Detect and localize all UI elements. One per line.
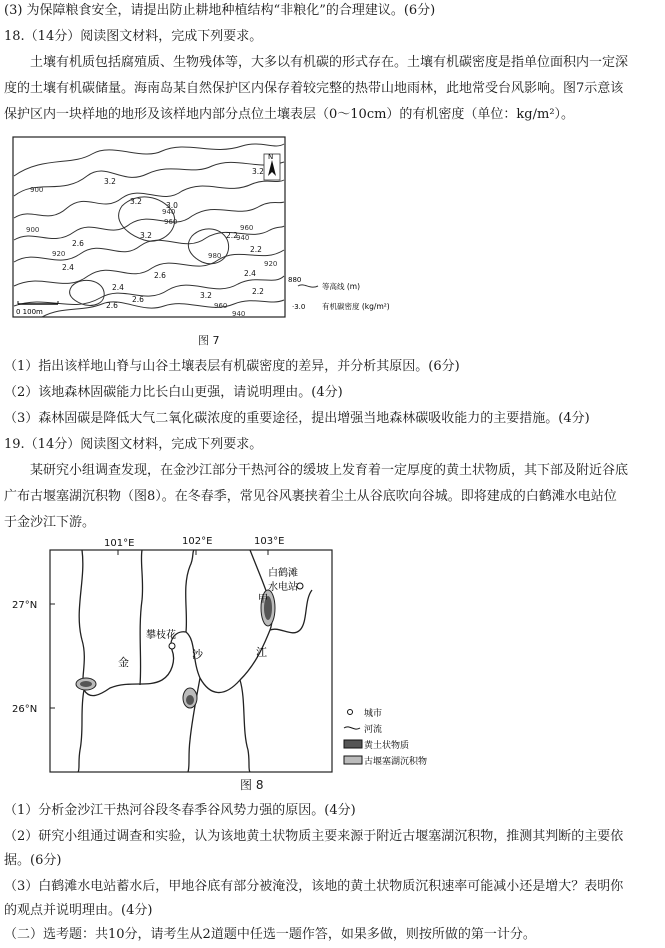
q18-para-line1: 土壤有机质包括腐殖质、生物残体等，大多以有机碳的形式存在。土壤有机碳密度是指单位面积内一定深 <box>30 55 629 70</box>
density-point: 3.2 <box>130 197 142 206</box>
river-char-jiang: 江 <box>256 646 267 659</box>
q18-header: 18.（14分）阅读图文材料，完成下列要求。 <box>4 29 263 44</box>
contour-label: 940 <box>232 310 246 318</box>
legend-density-text: 有机碳密度 (kg/m²) <box>322 302 390 311</box>
contour-label: 940 <box>162 208 176 216</box>
density-point: 2.2 <box>226 231 238 240</box>
legend-loess: 黄土状物质 <box>364 741 410 751</box>
legend-density-sample: ·3.0 <box>292 303 306 311</box>
density-point: 2.4 <box>112 283 124 292</box>
place-baihetan-line2: 水电站 <box>268 582 298 593</box>
q19-sub2-line1: （2）研究小组通过调查和实验，认为该地黄土状物质主要来源于附近古堰塞湖沉积物，推测其判断的主要依 <box>4 829 624 844</box>
north-label: N <box>268 153 274 161</box>
contour-label: 900 <box>26 226 40 234</box>
river-char-sha: 沙 <box>192 648 203 661</box>
density-point: 2.2 <box>250 245 262 254</box>
q19-sub1: （1）分析金沙江干热河谷段冬春季谷风势力强的原因。(4分) <box>4 803 356 818</box>
q19-sub3-line1: （3）白鹤滩水电站蓄水后，甲地谷底有部分被淹没，该地的黄土状物质沉积速率可能减小还是增大？表明你 <box>4 879 624 894</box>
lon-label: 102°E <box>182 536 213 547</box>
place-panzhihua: 攀枝花 <box>146 630 176 641</box>
legend-lake: 古堰塞湖沉积物 <box>364 757 428 767</box>
legend-city: 城市 <box>364 709 383 719</box>
legend-river-icon <box>344 727 360 729</box>
density-point: 3.2 <box>104 177 116 186</box>
density-point: 3.0 <box>166 201 178 210</box>
contour-label: 960 <box>214 302 228 310</box>
lon-label: 101°E <box>104 538 135 549</box>
legend-city-icon <box>348 710 353 715</box>
section-2-elective: （二）选考题：共10分，请考生从2道题中任选一题作答，如果多做，则按所做的第一计分。 <box>4 927 536 942</box>
q18-sub3: （3）森林固碳是降低大气二氧化碳浓度的重要途径，提出增强当地森林碳吸收能力的主要措施。(4分) <box>4 411 590 426</box>
density-point: 3.2 <box>200 291 212 300</box>
lat-label: 27°N <box>12 600 38 611</box>
q18-sub2: （2）该地森林固碳能力比长白山更强，请说明理由。(4分) <box>4 385 343 400</box>
contour-label: 940 <box>236 234 250 242</box>
lat-label: 26°N <box>12 704 38 715</box>
legend-contour-sample: 880 <box>288 276 302 284</box>
q19-para-line2: 广布古堰塞湖沉积物（图8）。在冬春季，常见谷风裹挟着尘土从谷底吹向谷城。即将建成的白鹤滩水电站位 <box>4 489 617 504</box>
q17-sub3: (3) 为保障粮食安全，请提出防止耕地种植结构“非粮化”的合理建议。(6分) <box>4 3 436 18</box>
density-point: 2.6 <box>132 295 144 304</box>
legend-loess-icon <box>344 740 362 748</box>
contour-label: 960 <box>240 224 254 232</box>
contour-labels <box>26 186 277 318</box>
contour-label: 920 <box>52 250 66 258</box>
lon-labels <box>104 536 284 549</box>
place-baihetan: 白鹤滩 <box>268 568 298 579</box>
q18-sub1: （1）指出该样地山脊与山谷土壤表层有机碳密度的差异，并分析其原因。(6分) <box>4 359 460 374</box>
density-point: 2.6 <box>154 271 166 280</box>
q18-para-line2: 度的土壤有机碳储量。海南岛某自然保护区内保存着较完整的热带山地雨林，此地常受台风影响。图7示意该 <box>4 81 624 96</box>
city-panzhihua-icon <box>169 643 175 649</box>
lat-ticks <box>50 604 55 708</box>
density-point: 2.6 <box>106 301 118 310</box>
density-point: 2.4 <box>244 269 256 278</box>
figure-7-map <box>12 136 422 350</box>
density-point: 2.2 <box>252 287 264 296</box>
legend-lake-icon <box>344 756 362 764</box>
contour-label: 900 <box>30 186 44 194</box>
density-point: 2.4 <box>62 263 74 272</box>
figure-7-caption: 图 7 <box>198 334 220 347</box>
q19-sub2-line2: 据。(6分) <box>4 853 62 868</box>
density-point: 2.6 <box>72 239 84 248</box>
contour-label: 920 <box>264 260 278 268</box>
figure-8-map <box>0 530 428 792</box>
point-jia: 甲 <box>258 594 268 605</box>
figure-8-legend <box>344 707 427 767</box>
figure-8-caption: 图 8 <box>240 778 264 792</box>
figure-7-legend <box>288 276 390 311</box>
lat-labels <box>12 600 37 715</box>
q19-sub3-line2: 的观点并说明理由。(4分) <box>4 903 153 918</box>
figure-8 <box>0 530 428 792</box>
legend-river: 河流 <box>364 725 383 735</box>
figure-7 <box>12 136 422 350</box>
scale-bar-label: 0 100m <box>16 308 43 316</box>
q18-para-line3: 保护区内一块样地的地形及该样地内部分点位土壤表层（0～10cm）的有机密度（单位：kg/m²）。 <box>4 107 575 122</box>
q19-para-line3: 于金沙江下游。 <box>4 515 96 530</box>
lon-label: 103°E <box>254 536 285 547</box>
contour-label: 960 <box>164 218 178 226</box>
density-point: 3.2 <box>252 167 264 176</box>
contour-label: 980 <box>208 252 222 260</box>
density-point: 3.2 <box>140 231 152 240</box>
river-char-jin: 金 <box>118 656 129 669</box>
q19-header: 19.（14分）阅读图文材料，完成下列要求。 <box>4 437 263 452</box>
legend-contour-text: 等高线 (m) <box>322 282 361 291</box>
q19-para-line1: 某研究小组调查发现，在金沙江部分干热河谷的缓坡上发育着一定厚度的黄土状物质，其下部及附近谷底 <box>30 463 629 478</box>
